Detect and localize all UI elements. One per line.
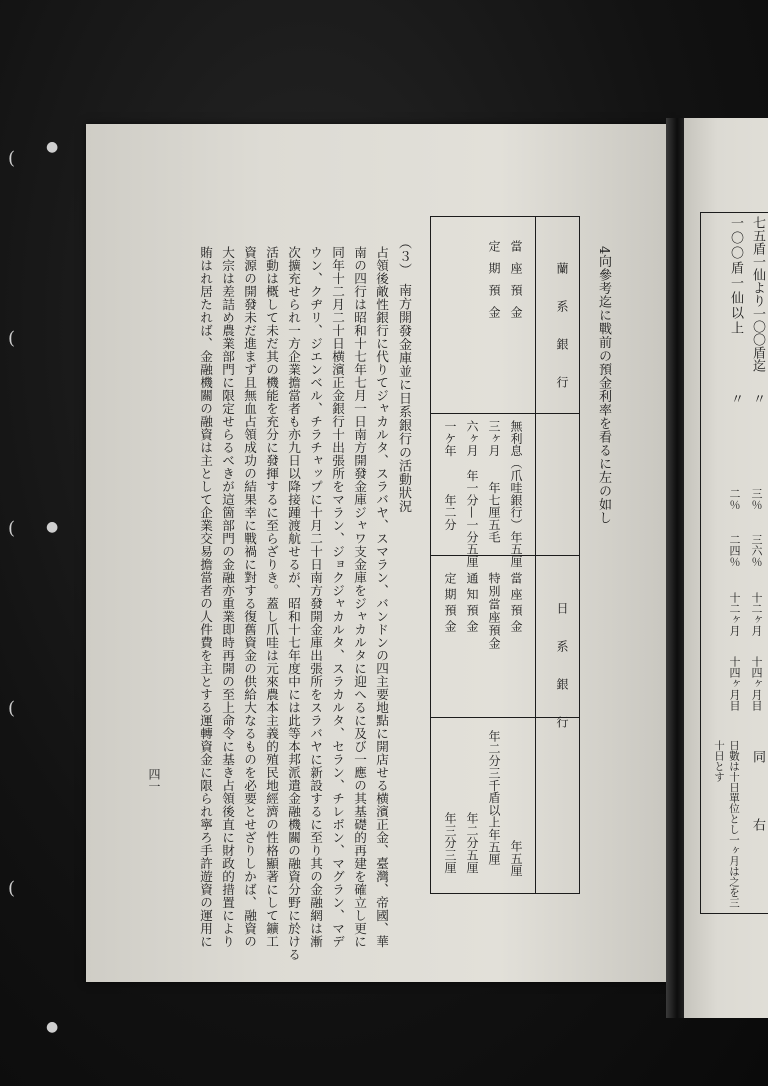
body-text-line: 同年十二月二十日横濱正金銀行十出張所をマラン、ジョクジャカルタ、スラカルタ、セラン、チレボン、マグラン、マデ [330, 246, 345, 948]
section-heading: （３） 南方開發金庫並に日系銀行の活動狀況 [396, 236, 411, 513]
scan-speck: ● [46, 519, 59, 535]
label-current-deposit-nl: 當座預金 [509, 240, 523, 328]
table-rule [431, 555, 579, 556]
binding-hole-mark: ( [8, 518, 16, 539]
body-text-line: ウン、クヂリ、ジエンベル、チラチャップに十月二十日南方發開金庫出張所をスラバヤに新設するに至り其の金融網は漸 [308, 246, 323, 948]
page-number: 四一 [147, 768, 161, 792]
binding-hole-mark: ( [8, 328, 16, 349]
right-page-term: 十二ヶ月 [728, 592, 741, 636]
right-page-term: 十四ヶ月目 [750, 656, 763, 711]
right-page-same: 同 [750, 750, 765, 763]
body-text-line: 大宗は差詰め農業部門に限定せらるべきが這箇部門の金融亦重業即時再開の至上命令に基き占領後直に財政的措置により [220, 246, 235, 948]
label-current-deposit-jp: 當座預金 [509, 572, 523, 636]
binding-hole-mark: ( [8, 148, 16, 169]
body-text-line: 次擴充せられ一方企業擔當者も亦九日以降接踵渡航せるが、昭和十七年度中には此等本邦派遣金融機關の融資分野に於ける [286, 246, 301, 961]
rate-nl-6m: 六ヶ月 年一分—一分五厘 [465, 420, 479, 568]
rate-nl-1y: 一ケ年 年二分 [443, 420, 457, 531]
binding-hole-mark: ( [8, 878, 16, 899]
binding-hole-mark: ( [8, 698, 16, 719]
table-header-japanese-banks: 日系銀行 [555, 602, 569, 754]
rate-jp-time: 年三分三厘 [443, 812, 457, 874]
label-time-deposit-jp: 定期預金 [443, 572, 457, 636]
right-page-ditto: 〃 [728, 392, 743, 405]
scan-speck: ● [46, 139, 59, 155]
body-text-line: 賄はれ居たれば、金融機關の融資は主として企業交易擔當者の人件費を主とする運轉資金に限られ寧ろ手許遊資の運用に [198, 246, 213, 948]
body-text-line: 占領後敵性銀行に代りてジャカルタ、スラバヤ、スマラン、バンドンの四主要地點に開店せる横濱正金、臺灣、帝國、華 [374, 246, 389, 948]
label-call-deposit-jp: 通知預金 [465, 572, 479, 636]
label-special-current-deposit-jp: 特別當座預金 [487, 572, 501, 650]
body-text-line: 活動は概して未だ其の機能を充分に發揮するに至らざりき。蓋し爪哇は元來農本主義的殖民地經濟の性格顯著にして鑛工 [264, 246, 279, 948]
right-page-range-1: 七五盾一仙より一〇〇盾迄 [750, 216, 765, 372]
rate-jp-call: 年二分五厘 [465, 812, 479, 874]
right-page-right: 右 [750, 818, 765, 831]
body-text-line: 資源の開發未だ進まず且無血占領成功の結果幸に戰禍に對する復舊資金の供給大なるものを必要とせざりしかば、融資の [242, 246, 257, 948]
table-header-dutch-banks: 蘭系銀行 [555, 262, 569, 414]
rate-jp-special-current: 年二分三千盾以上年五厘 [487, 730, 501, 866]
right-page-rate: 二％ [728, 488, 741, 510]
right-page-term: 十二ヶ月 [750, 592, 763, 636]
body-text-line: 南の四行は昭和十七年七月一日南方開發金庫ジャワ支金庫をジャカルタに迎へるに及び一應の其基礎的再建を確立し更に [352, 246, 367, 948]
scan-speck: ● [46, 1019, 59, 1035]
right-page-term: 十四ヶ月目 [728, 656, 741, 711]
right-page-rate: 三％ [750, 488, 763, 510]
rate-jp-current: 年五厘 [509, 840, 523, 877]
right-page-rate: 二四％ [728, 534, 741, 567]
right-page-ditto: 〃 [750, 392, 765, 405]
rate-nl-3m: 三ヶ月 年七厘五毛 [487, 420, 501, 543]
right-page-note: 日數は十日單位とし一ヶ月は之を三十日とす [713, 740, 740, 908]
right-page-range-2: 一〇〇盾一仙以上 [728, 216, 743, 336]
label-time-deposit-nl: 定期預金 [487, 240, 501, 328]
intro-note: 4向參考迄に戰前の預金利率を看るに左の如し [596, 246, 611, 525]
rate-nl-current: 無利息（爪哇銀行）年五厘 [509, 420, 523, 568]
right-page-rate: 三六％ [750, 534, 763, 567]
